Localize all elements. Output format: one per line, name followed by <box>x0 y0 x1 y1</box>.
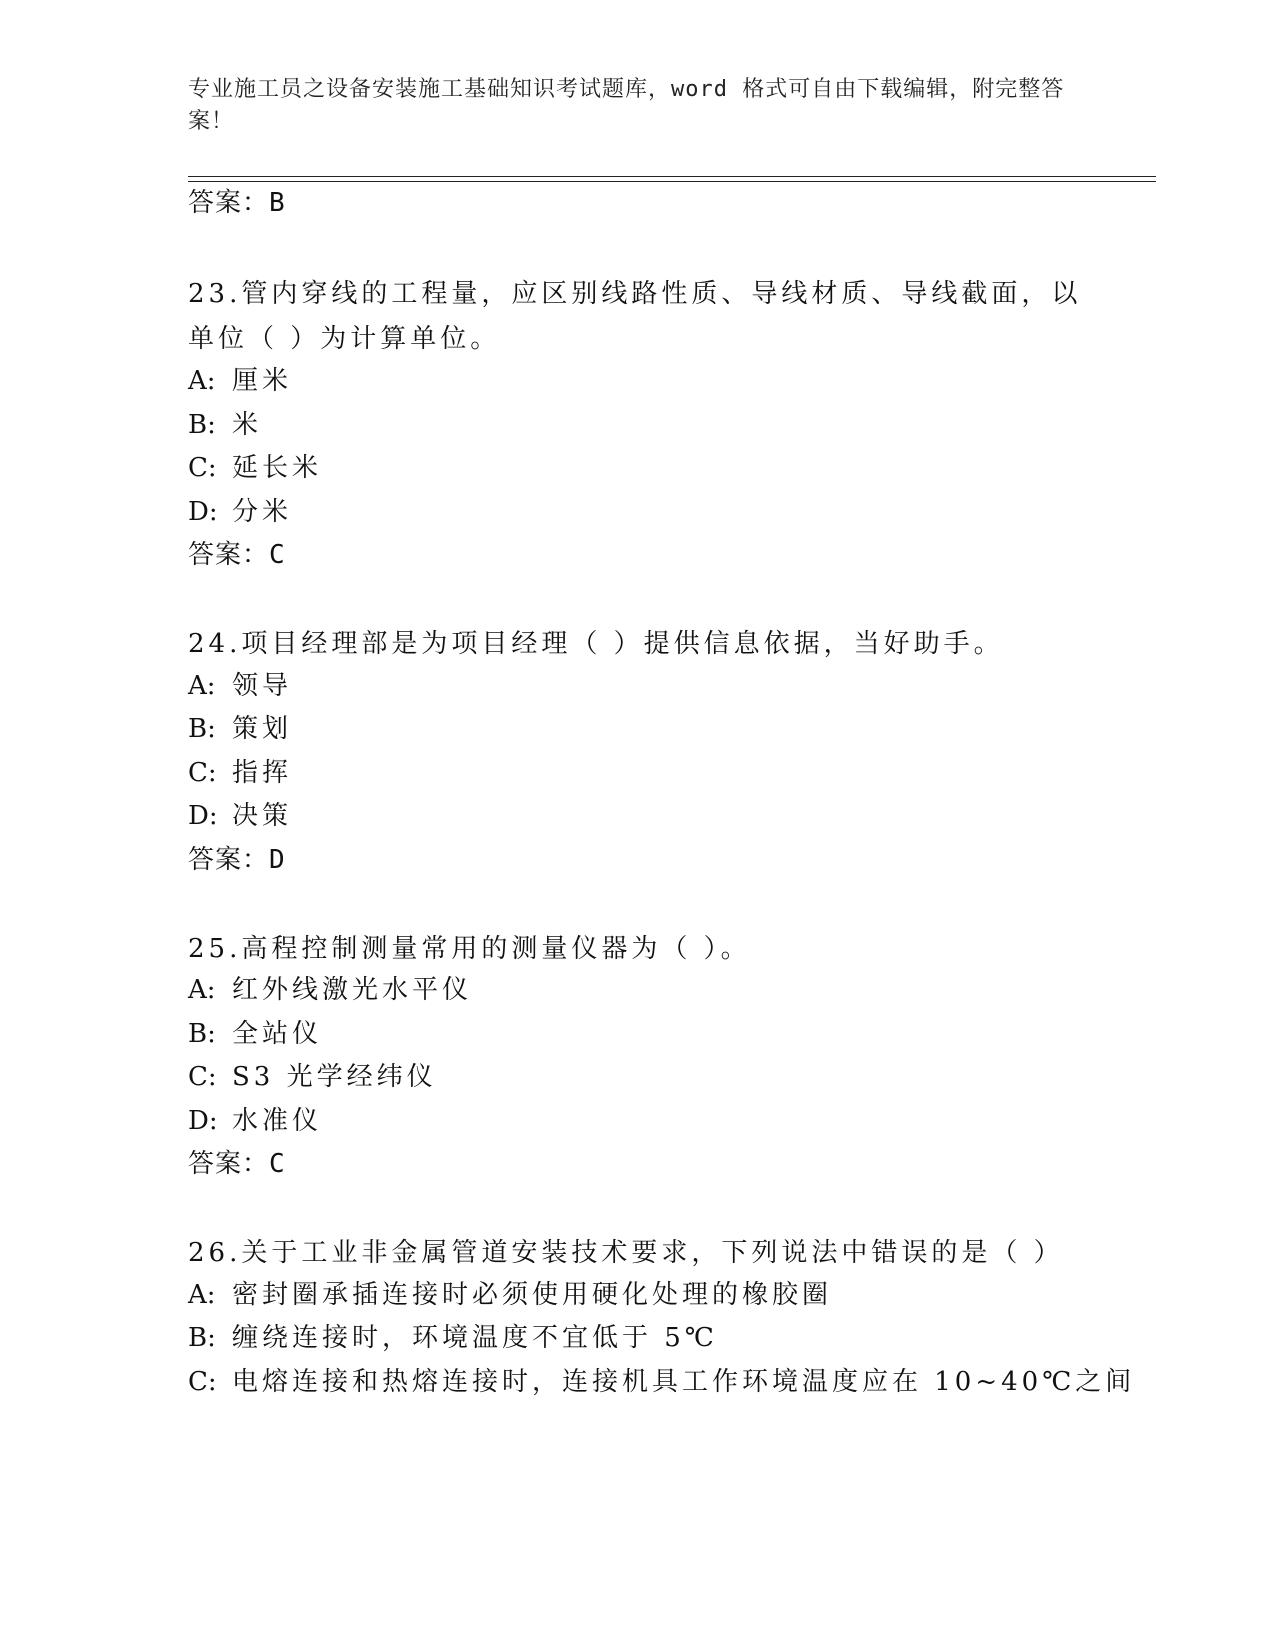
option-c <box>188 756 292 790</box>
option-letter: D: <box>188 1106 218 1136</box>
option-text: 电熔连接和热熔连接时，连接机具工作环境温度应在 10~40℃之间 <box>232 1367 1136 1397</box>
answer-value: D <box>269 845 286 875</box>
option-letter: C: <box>188 1367 217 1397</box>
option-a <box>188 973 472 1007</box>
answer-prev <box>188 186 286 220</box>
option-letter: B: <box>188 714 216 744</box>
option-text: S3 光学经纬仪 <box>232 1062 437 1092</box>
option-letter: A: <box>188 366 216 396</box>
option-text: 决策 <box>232 801 293 831</box>
option-text: 全站仪 <box>232 1019 323 1049</box>
option-c <box>188 1060 437 1094</box>
option-b <box>188 1017 322 1051</box>
header-rule-top <box>188 176 1156 177</box>
option-letter: A: <box>188 671 216 701</box>
option-c <box>188 1365 1135 1399</box>
option-a <box>188 1278 832 1312</box>
option-text: 米 <box>232 410 263 440</box>
question-stem: 24.项目经理部是为项目经理（ ）提供信息依据，当好助手。 <box>188 629 1004 659</box>
question-stem: 25.高程控制测量常用的测量仪器为（ ）。 <box>188 934 751 964</box>
option-d <box>188 1104 322 1138</box>
option-text: 延长米 <box>232 453 323 483</box>
option-b <box>188 408 262 442</box>
answer-25 <box>188 1147 286 1181</box>
option-text: 缠绕连接时，环境温度不宜低于 5℃ <box>232 1323 718 1353</box>
answer-label: 答案： <box>188 1149 270 1179</box>
option-text: 厘米 <box>232 366 293 396</box>
option-b <box>188 1321 718 1355</box>
option-c <box>188 451 322 485</box>
answer-value: C <box>269 1149 286 1179</box>
answer-value: C <box>269 540 286 570</box>
option-letter: B: <box>188 410 216 440</box>
option-a <box>188 669 292 703</box>
option-letter: C: <box>188 453 217 483</box>
answer-label: 答案： <box>188 540 270 570</box>
option-text: 领导 <box>232 671 293 701</box>
option-d <box>188 495 292 529</box>
header-rule-bottom <box>188 181 1156 182</box>
option-letter: D: <box>188 801 218 831</box>
question-stem: 23.管内穿线的工程量，应区别线路性质、导线材质、导线截面，以单位（ ）为计算单位。 <box>188 279 1082 354</box>
answer-label: 答案： <box>188 845 270 875</box>
option-letter: B: <box>188 1323 216 1353</box>
option-letter: D: <box>188 497 218 527</box>
option-letter: A: <box>188 975 216 1005</box>
answer-label: 答案： <box>188 188 270 218</box>
answer-23 <box>188 538 286 572</box>
option-letter: A: <box>188 1280 216 1310</box>
option-text: 水准仪 <box>232 1106 323 1136</box>
option-text: 策划 <box>232 714 293 744</box>
option-text: 红外线激光水平仪 <box>232 975 473 1005</box>
option-letter: C: <box>188 758 217 788</box>
option-d <box>188 799 292 833</box>
option-letter: B: <box>188 1019 216 1049</box>
option-letter: C: <box>188 1062 217 1092</box>
question-stem: 26.关于工业非金属管道安装技术要求，下列说法中错误的是（ ） <box>188 1238 1064 1268</box>
option-a <box>188 364 292 398</box>
option-text: 分米 <box>232 497 293 527</box>
answer-value: B <box>269 188 286 218</box>
option-text: 指挥 <box>232 758 293 788</box>
document-header: 专业施工员之设备安装施工基础知识考试题库，word 格式可自由下载编辑，附完整答案！ <box>188 77 1065 134</box>
option-text: 密封圈承插连接时必须使用硬化处理的橡胶圈 <box>232 1280 833 1310</box>
answer-24 <box>188 843 286 877</box>
option-b <box>188 712 292 746</box>
